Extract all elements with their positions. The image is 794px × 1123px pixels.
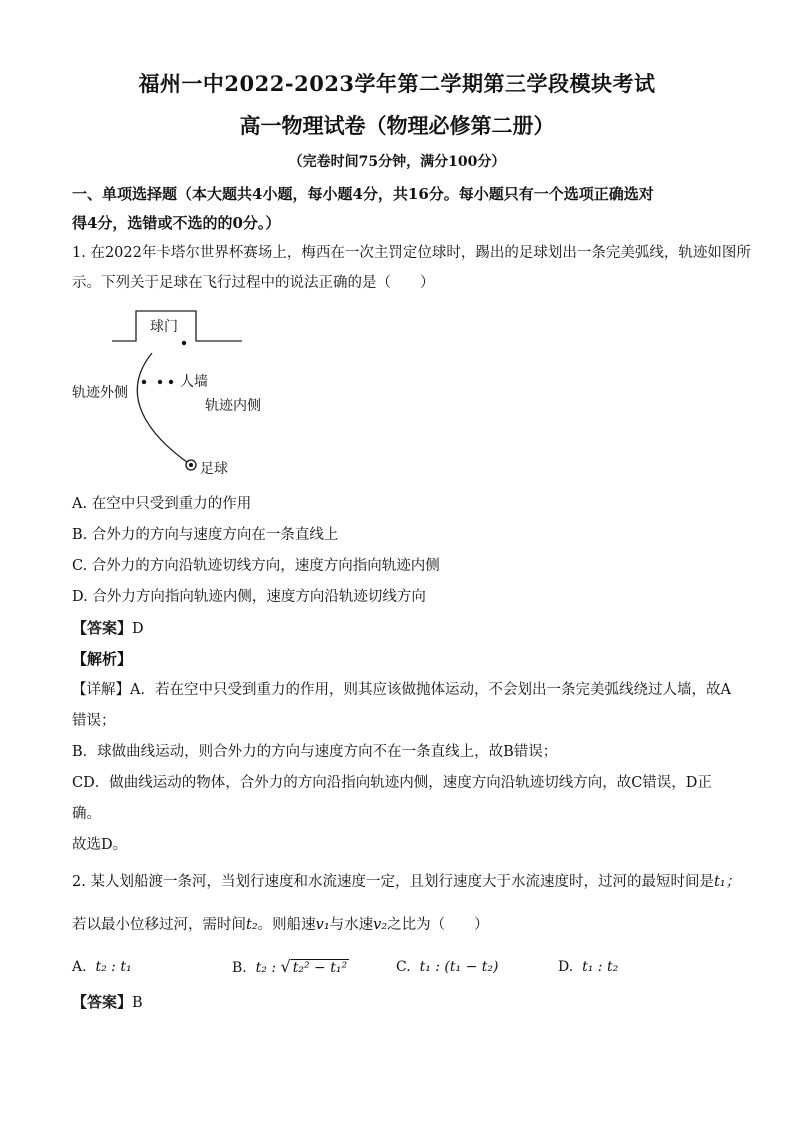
answer-tag: 【答案】	[72, 619, 133, 637]
q2-option-b-label: B.	[232, 960, 247, 976]
answer-tag: 【答案】	[72, 993, 133, 1011]
q2-text-c: 与水速	[329, 917, 374, 933]
wall-player-3	[169, 380, 173, 384]
q1-detail-line6: 故选D。	[72, 837, 128, 853]
q1-option-b: B. 合外力的方向与速度方向在一条直线上	[72, 527, 339, 543]
paper-subtitle: 高一物理试卷（物理必修第二册）	[239, 113, 555, 138]
q2-option-c-label: C.	[396, 959, 411, 975]
q2-option-d	[558, 957, 618, 977]
section-heading-line2: 得4分，选错或不选的的0分。）	[72, 214, 281, 232]
q2-var-v2: v₂	[373, 917, 388, 933]
q2-option-b-expr: t₂ :	[255, 960, 277, 976]
wall-player-2	[158, 380, 162, 384]
q1-stem-line1: 1. 在2022年卡塔尔世界杯赛场上，梅西在一次主罚定位球时，踢出的足球划出一条完美弧线，轨迹如图所	[72, 245, 751, 261]
q1-analysis-tag: 【解析】	[72, 650, 133, 668]
exam-title: 福州一中2022-2023学年第二学期第三学段模块考试	[138, 71, 656, 96]
q1-stem-line2: 示。下列关于足球在飞行过程中的说法正确的是（ ）	[72, 275, 435, 291]
q2-var-t1: t₁；	[713, 874, 741, 890]
q2-stem-line1	[72, 872, 740, 892]
q2-answer	[72, 992, 143, 1013]
q2-option-b-radicand: t₂² − t₁²	[292, 960, 348, 976]
goal-label: 球门	[150, 319, 178, 335]
q2-option-c	[396, 957, 498, 977]
q2-text-b: 。则船速	[257, 917, 316, 933]
inner-side-label: 轨迹内侧	[205, 398, 261, 414]
q2-var-v1: v₁	[315, 917, 330, 933]
answer-value: B	[132, 995, 143, 1011]
q2-text-a: 若以最小位移过河，需时间	[72, 917, 246, 933]
q1-detail-line3: B．球做曲线运动，则合外力的方向与速度方向不在一条直线上，故B错误；	[72, 744, 558, 760]
section-heading-line1: 一、单项选择题（本大题共4小题，每小题4分，共16分。每小题只有一个选项正确选对	[72, 185, 654, 203]
q2-stem-text: 2. 某人划船渡一条河，当划行速度和水流速度一定，且划行速度大于水流速度时，过河的最短时间是	[72, 874, 714, 890]
goal-target-point	[182, 341, 186, 345]
q2-var-t2: t₂	[246, 917, 258, 933]
q1-option-c: C. 合外力的方向沿轨迹切线方向，速度方向指向轨迹内侧	[72, 558, 440, 574]
q1-option-a: A. 在空中只受到重力的作用	[72, 496, 252, 512]
q1-figure	[60, 305, 290, 485]
ball-trajectory	[137, 353, 191, 465]
q2-option-c-expr: t₁ : (t₁ − t₂)	[419, 959, 499, 975]
q2-option-b	[232, 957, 349, 978]
exam-time-note: （完卷时间75分钟，满分100分）	[288, 154, 506, 170]
wall-label: 人墙	[180, 374, 208, 390]
wall-player-1	[142, 380, 146, 384]
q2-stem-line2	[72, 915, 489, 935]
ball-label: 足球	[200, 461, 228, 477]
sqrt-symbol: √	[280, 957, 291, 976]
q1-detail-line4: CD．做曲线运动的物体，合外力的方向沿指向轨迹内侧，速度方向沿轨迹切线方向，故C错误，D正	[72, 775, 712, 791]
q2-option-a-label: A.	[72, 959, 87, 975]
outer-side-label: 轨迹外侧	[72, 385, 128, 401]
q1-option-d: D. 合外力方向指向轨迹内侧，速度方向沿轨迹切线方向	[72, 589, 426, 605]
q1-answer	[72, 618, 144, 639]
q1-detail-line1: 【详解】A．若在空中只受到重力的作用，则其应该做抛体运动，不会划出一条完美弧线绕过人墙，故A	[72, 682, 731, 698]
q1-detail-line2: 错误；	[72, 713, 116, 729]
q1-detail-line5: 确。	[72, 806, 101, 822]
q2-text-d: 之比为（ ）	[387, 917, 489, 933]
q2-option-a-expr: t₂ : t₁	[95, 959, 132, 975]
answer-value: D	[132, 621, 144, 637]
q2-option-d-label: D.	[558, 959, 574, 975]
q2-option-a	[72, 957, 132, 977]
q2-option-d-expr: t₁ : t₂	[582, 959, 619, 975]
